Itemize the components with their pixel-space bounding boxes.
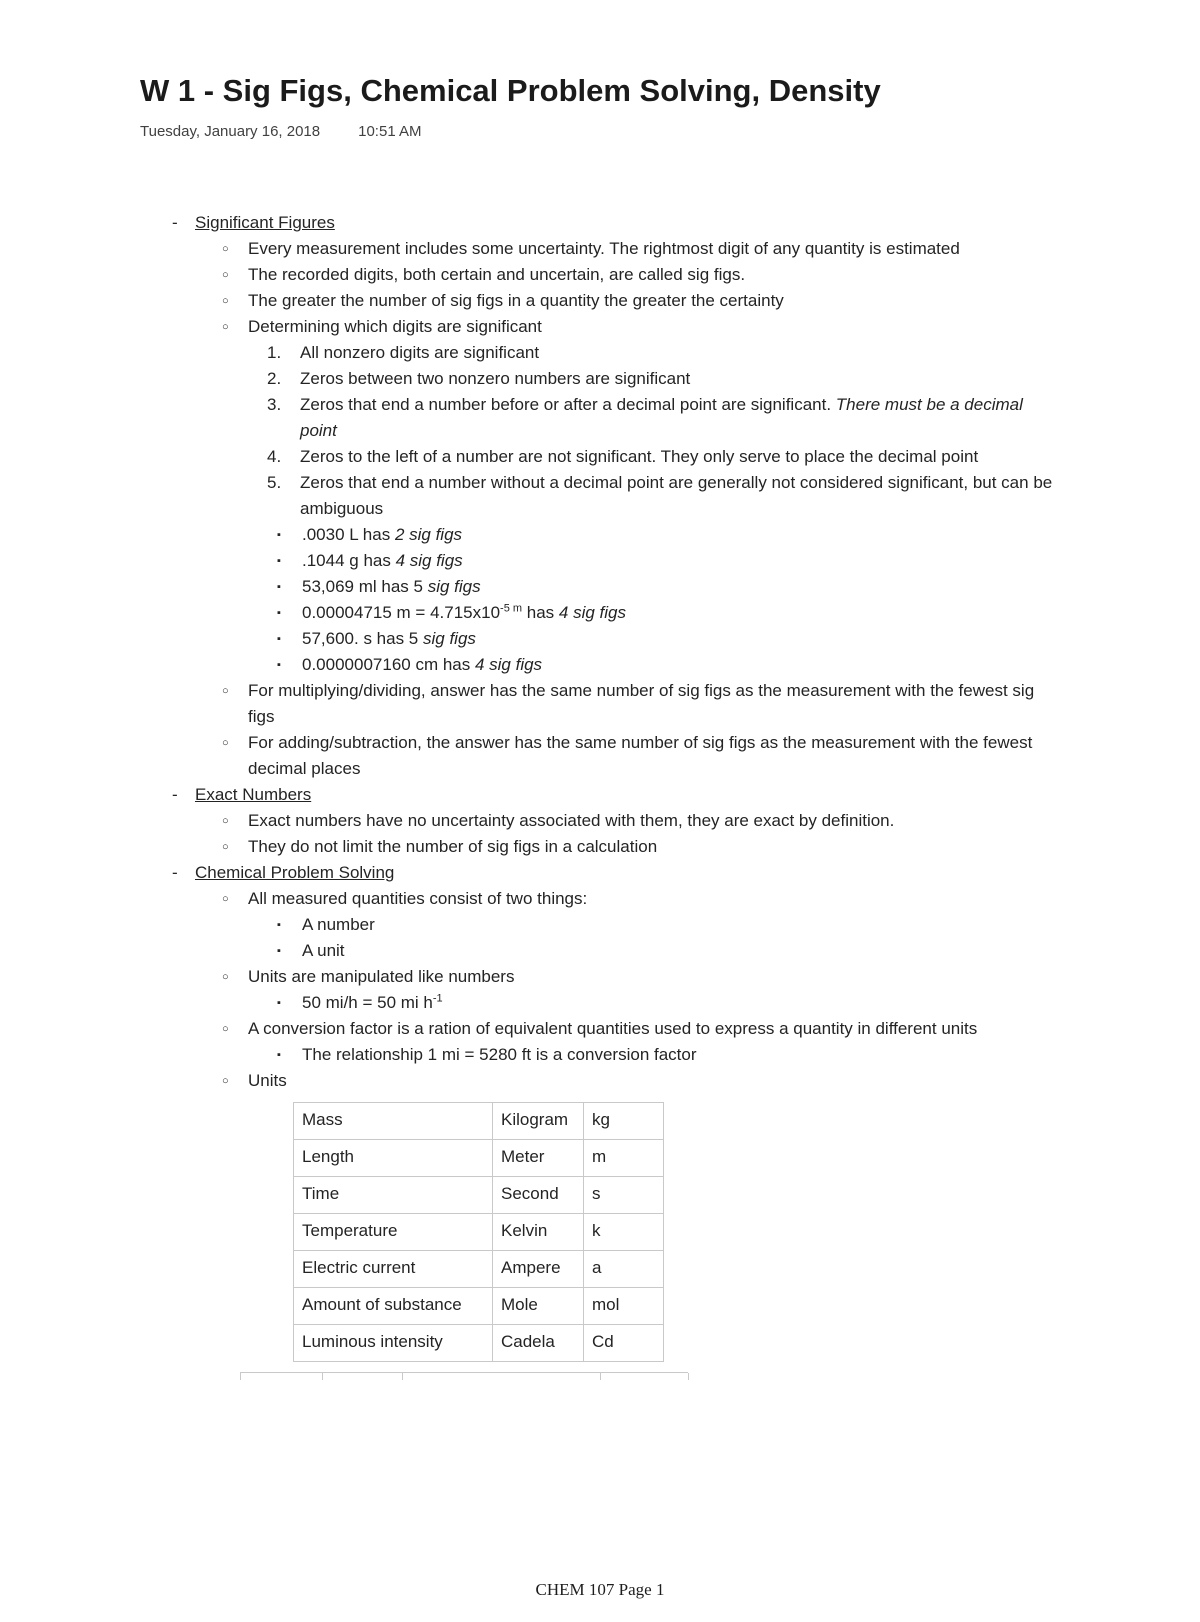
text-segment: Zeros that end a number without a decimal point are generally not considered significant, but can be ambiguous [300,473,1053,518]
outline-text [302,600,1055,626]
table-cell: Second [493,1177,584,1214]
outline-item [277,912,1055,938]
bullet-marker: 1. [267,343,282,362]
text-segment: A unit [302,941,345,960]
outline-text [302,912,1055,938]
text-segment: The recorded digits, both certain and uncertain, are called sig figs. [248,265,746,284]
text-segment: For multiplying/dividing, answer has the same number of sig figs as the measurement with the fewest sig figs [248,681,1035,726]
outline-text [300,392,1055,444]
outline-item [277,574,1055,600]
text-segment: 4 sig figs [395,551,463,570]
outline-item [222,262,1055,288]
outline-item [277,938,1055,964]
outline-item [222,730,1055,782]
outline-text [248,314,1055,340]
table-cell: Kelvin [493,1214,584,1251]
bullet-marker: ▪ [277,607,281,619]
table-cell: Mass [294,1103,493,1140]
text-segment: The greater the number of sig figs in a quantity the greater the certainty [248,291,784,310]
table-cell: Temperature [294,1214,493,1251]
text-segment: Zeros that end a number before or after a decimal point are significant. [300,395,836,414]
text-segment: sig figs [422,629,476,648]
bullet-marker: ○ [222,815,229,827]
outline-text [248,730,1055,782]
text-segment: Zeros to the left of a number are not significant. They only serve to place the decimal point [300,447,979,466]
text-segment: Exact Numbers [195,785,312,804]
outline-text [300,340,1055,366]
outline-text [300,444,1055,470]
outline-item [267,470,1055,522]
outline-item [277,600,1055,626]
outline-item [222,964,1055,990]
bullet-marker: ▪ [277,945,281,957]
bullet-marker: ○ [222,243,229,255]
table-row [294,1214,664,1251]
table-grid-tick [322,1373,323,1380]
bullet-marker: ○ [222,971,229,983]
outline-text [248,236,1055,262]
text-segment: .1044 g has [302,551,396,570]
outline-heading [172,782,1055,808]
page-footer: CHEM 107 Page 1 [535,1580,665,1599]
outline-item [277,626,1055,652]
text-segment: There must be a decimal point [300,395,1023,440]
outline-text [195,860,1055,886]
outline-item [277,1042,1055,1068]
table-cell: kg [584,1103,664,1140]
bullet-marker: ▪ [277,555,281,567]
text-segment: sig figs [427,577,481,596]
outline-text [248,886,1055,912]
outline-text [302,938,1055,964]
text-segment: For adding/subtraction, the answer has the same number of sig figs as the measurement with the fewest decimal places [248,733,1033,778]
bullet-marker: ○ [222,893,229,905]
outline-text [248,1068,1055,1094]
outline-text [300,470,1055,522]
outline-item [222,1068,1055,1094]
text-segment: A number [302,915,375,934]
table-row [294,1103,664,1140]
outline-text [302,652,1055,678]
text-segment: All nonzero digits are significant [300,343,540,362]
bullet-marker: ○ [222,269,229,281]
text-segment: -5 m [500,602,523,615]
outline-item [267,366,1055,392]
text-segment: Chemical Problem Solving [195,863,395,882]
outline-heading [172,860,1055,886]
table-cell: Time [294,1177,493,1214]
table-row [294,1177,664,1214]
table-row [294,1251,664,1288]
table-grid-tick [402,1373,403,1380]
bullet-marker: ▪ [277,581,281,593]
table-cell: k [584,1214,664,1251]
table-row [294,1288,664,1325]
table-cell: s [584,1177,664,1214]
partial-table-edge [240,1372,688,1380]
outline-text [302,626,1055,652]
bullet-marker: 4. [267,447,282,466]
bullet-marker: ▪ [277,659,281,671]
table-cell: Cadela [493,1325,584,1362]
outline-text [248,808,1055,834]
table-cell: Ampere [493,1251,584,1288]
bullet-marker: ○ [222,685,229,697]
text-segment: 50 mi/h = 50 mi h [302,993,433,1012]
text-segment: 53,069 ml has 5 [302,577,428,596]
bullet-marker: 5. [267,473,282,492]
outline-item [222,1016,1055,1042]
table-cell: Amount of substance [294,1288,493,1325]
bullet-marker: - [172,213,178,232]
outline-text [302,990,1055,1016]
outline-text [302,548,1055,574]
bullet-marker: ▪ [277,1049,281,1061]
bullet-marker: ○ [222,841,229,853]
bullet-marker: - [172,863,178,882]
outline-heading [172,210,1055,236]
bullet-marker: ○ [222,321,229,333]
table-cell: Meter [493,1140,584,1177]
text-segment: 2 sig figs [394,525,463,544]
text-segment: Exact numbers have no uncertainty associated with them, they are exact by definition. [248,811,895,830]
text-segment: A conversion factor is a ration of equivalent quantities used to express a quantity in different units [248,1019,978,1038]
bullet-marker: ○ [222,737,229,749]
table-grid-tick [240,1373,241,1380]
page-title: W 1 - Sig Figs, Chemical Problem Solving, Density [140,73,881,108]
outline-item [267,392,1055,444]
outline-text [248,834,1055,860]
outline-item [277,990,1055,1016]
table-cell: Electric current [294,1251,493,1288]
outline-item [267,444,1055,470]
date-line [140,122,1200,142]
text-segment: 4 sig figs [558,603,626,622]
table-cell: Mole [493,1288,584,1325]
outline-item [222,236,1055,262]
text-segment: Every measurement includes some uncertainty. The rightmost digit of any quantity is estimated [248,239,960,258]
text-segment: Units [248,1071,287,1090]
bullet-marker: ▪ [277,529,281,541]
bullet-marker: ○ [222,1023,229,1035]
bullet-marker: 3. [267,395,282,414]
outline [0,210,1200,1380]
bullet-marker: 2. [267,369,282,388]
text-segment: Significant Figures [195,213,335,232]
note-time: 10:51 AM [358,123,422,140]
bullet-marker: ▪ [277,997,281,1009]
text-segment: Units are manipulated like numbers [248,967,515,986]
table-row [294,1325,664,1362]
text-segment: The relationship 1 mi = 5280 ft is a conversion factor [302,1045,697,1064]
table-cell: Kilogram [493,1103,584,1140]
text-segment: All measured quantities consist of two things: [248,889,588,908]
outline-item [222,808,1055,834]
text-segment: .0030 L has [302,525,395,544]
outline-item [277,522,1055,548]
text-segment: Zeros between two nonzero numbers are significant [300,369,691,388]
text-segment: 4 sig figs [474,655,543,674]
outline-text [248,964,1055,990]
table-row [294,1140,664,1177]
units-table [293,1102,664,1362]
table-grid-tick [688,1373,689,1380]
text-segment: They do not limit the number of sig figs in a calculation [248,837,658,856]
text-segment: 57,600. s has 5 [302,629,423,648]
bullet-marker: - [172,785,178,804]
table-grid-tick [600,1373,601,1380]
bullet-marker: ▪ [277,633,281,645]
bullet-marker: ▪ [277,919,281,931]
bullet-marker: ○ [222,295,229,307]
text-segment: 0.00004715 m = 4.715x10 [302,603,501,622]
outline-item [222,288,1055,314]
table-cell: m [584,1140,664,1177]
text-segment: Determining which digits are significant [248,317,542,336]
note-date: Tuesday, January 16, 2018 [140,123,321,140]
outline-item [222,834,1055,860]
bullet-marker: ○ [222,1075,229,1087]
table-cell: mol [584,1288,664,1325]
table-cell: Luminous intensity [294,1325,493,1362]
text-segment: has [522,603,559,622]
outline-item [222,886,1055,912]
table-cell: Length [294,1140,493,1177]
text-segment: -1 [432,992,443,1005]
table-cell: a [584,1251,664,1288]
outline-text [302,522,1055,548]
outline-text [195,782,1055,808]
text-segment: 0.0000007160 cm has [302,655,475,674]
outline-item [277,548,1055,574]
outline-text [248,678,1055,730]
outline-text [248,262,1055,288]
outline-item [277,652,1055,678]
table-cell: Cd [584,1325,664,1362]
outline-text [300,366,1055,392]
outline-item [222,678,1055,730]
outline-text [248,288,1055,314]
outline-text [302,574,1055,600]
outline-text [195,210,1055,236]
outline-text [302,1042,1055,1068]
outline-text [248,1016,1055,1042]
outline-item [222,314,1055,340]
outline-item [267,340,1055,366]
